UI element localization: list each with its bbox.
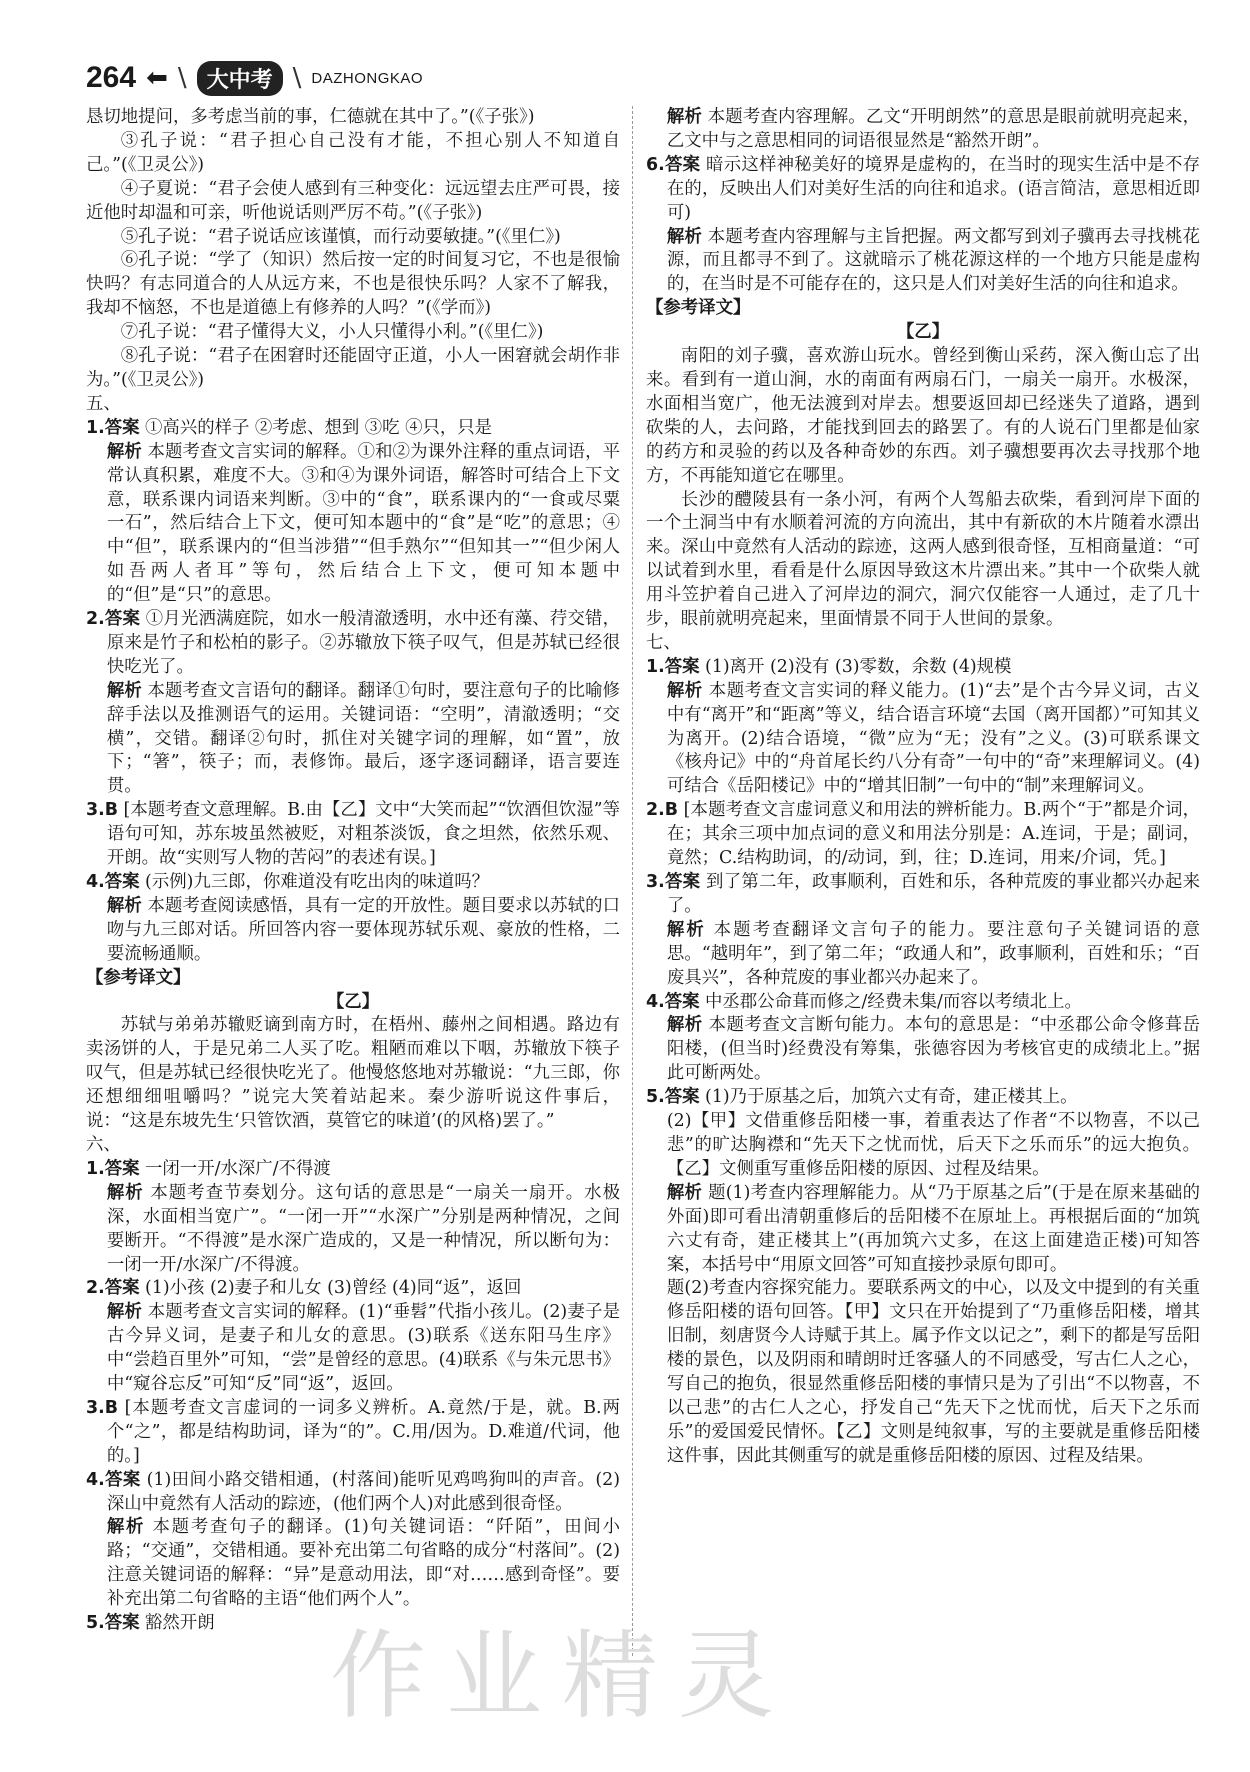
answer-label: 6.答案 — [646, 154, 701, 175]
paragraph — [86, 991, 620, 1015]
answer-label: 3.B — [86, 800, 118, 821]
paragraph-text: 长沙的醴陵县有一条小河，有两个人驾船去砍柴，看到河岸下面的一个土洞当中有水顺着河流的方向流出，其中有新砍的木片随着水漂出来。深山中竟然有人活动的踪迹，这两人感到很奇怪，互相商量道：“可以试着到水里，看看是什么原因导致这木片漂出来。”其中一个砍柴人就用斗笠护着自己进入了河岸边的洞穴，洞穴仅能容一人通过，走了几十步，眼前就明亮起来，里面情景不同于人世间的景象。 — [646, 489, 1200, 630]
paragraph — [86, 1469, 620, 1517]
answer-label: 5.答案 — [86, 1613, 140, 1634]
paragraph-text: 本题考查文言实词的解释。①和②为课外注释的重点词语，平常认真积累，难度不大。③和④为课外词语，解答时可结合上下文意，联系课内词语来判断。③中的“食”，联系课内的“一食或尽粟一石”，然后结合上下文，便可知本题中的“食”是“吃”的意思；④中“但”，联系课内的“但当涉猎”“但手熟尔”“但知其一”“但少闲人如吾两人者耳”等句，然后结合上下文，便可知本题中的“但”是“只”的意思。 — [106, 441, 620, 606]
answer-label: 4.答案 — [86, 872, 140, 892]
paragraph — [646, 489, 1200, 632]
paragraph-text: 六、 — [86, 1134, 121, 1155]
paragraph-text: 本题考查节奏划分。这句话的意思是“一扇关一扇开。水极深，水面相当宽广”。“一闭一开”“水深广”分别是两种情况，之间要断开。“不得渡”是水深广造成的，又是一种情况，所以断句为：一闭一开/水深广/不得渡。 — [106, 1182, 620, 1275]
paragraph — [86, 1277, 620, 1301]
paragraph-text: 本题考查文言实词的释义能力。(1)“去”是个古今异义词，古义中有“离开”和“距离”等义，结合语言环境“去国（离开国都）”可知其义为离开。(2)结合语境，“微”应为“无；没有”之义。(3)可联系课文《核舟记》中的“舟首尾长约八分有奇”一句中的“奇”来理解词义。(4)可结合《岳阳楼记》中的“增其旧制”一句中的“制”来理解词义。 — [666, 680, 1200, 797]
answer-label: 2.答案 — [86, 1278, 140, 1299]
left-arrow-icon: ⬅ — [146, 63, 168, 93]
slash-divider: \ — [292, 63, 302, 93]
answer-label: 1.答案 — [86, 1158, 140, 1179]
paragraph-text: 七、 — [646, 632, 681, 653]
paragraph-text: 五、 — [86, 393, 121, 414]
paragraph-text: (1)乃于原基之后，加筑六丈有奇，建正楼其上。 — [699, 1087, 1078, 1108]
paragraph — [86, 130, 620, 178]
answer-label: 解析 — [106, 680, 142, 701]
answer-label: 解析 — [666, 107, 703, 127]
paragraph-text: 豁然开朗 — [139, 1613, 215, 1634]
paragraph — [86, 441, 620, 608]
left-column — [86, 106, 620, 1636]
paragraph — [646, 106, 1200, 154]
paragraph — [86, 106, 620, 130]
paragraph-text: 本题考查句子的翻译。(1)句关键词语：“阡陌”，田间小路；“交通”，交错相通。要补充出第二句省略的成分“村落间”。(2)注意关键词语的解释：“异”是意动用法，即“对……感到奇怪”。要补充出第二句省略的主语“他们两个人”。 — [106, 1517, 620, 1610]
paragraph — [86, 1397, 620, 1469]
answer-label: 解析 — [666, 1015, 703, 1036]
paragraph — [86, 249, 620, 321]
paragraph-text: 本题考查翻译文言句子的能力。要注意句子关键词语的意思。“越明年”，到了第二年；“政通人和”，政事顺利，百姓和乐；“百废具兴”，各种荒废的事业都兴办起来了。 — [666, 919, 1200, 988]
paragraph — [86, 1134, 620, 1158]
answer-label: 解析 — [106, 895, 142, 916]
paragraph-text: (1)小孩 (2)妻子和儿女 (3)曾经 (4)同“返”，返回 — [139, 1278, 522, 1299]
paragraph-text: 题(2)考查内容探究能力。要联系两文的中心，以及文中提到的有关重修岳阳楼的语句回答。【甲】文只在开始提到了“乃重修岳阳楼，增其旧制，刻唐贤今人诗赋于其上。属予作文以记之”，剩下的都是写岳阳楼的景色，以及阴雨和晴朗时迁客骚人的不同感受，写古仁人之心，写自己的抱负，很显然重修岳阳楼的事情只是为了引出“不以物喜，不以己悲”的古仁人之心，抒发自己“先天下之忧而忧，后天下之乐而乐”的爱国爱民情怀。【乙】文则是纯叙事，写的主要就是重修岳阳楼这件事，因此其侧重写的就是重修岳阳楼的原因、过程及结果。 — [666, 1278, 1200, 1466]
paragraph — [86, 345, 620, 393]
paragraph-text: 本题考查文言实词的解释。(1)“垂髫”代指小孩儿。(2)妻子是古今异义词，是妻子和儿女的意思。(3)联系《送东阳马生序》中“尝趋百里外”可知，“尝”是曾经的意思。(4)联系《与朱元思书》中“窥谷忘反”可知“反”同“返”，返回。 — [106, 1302, 620, 1395]
paragraph — [646, 1277, 1200, 1468]
paragraph-text: 本题考查文言断句能力。本句的意思是：“中丞郡公命令修葺岳阳楼，(但当时)经费没有筹集，张德容因为考核官吏的成绩北上。”据此可断两处。 — [666, 1015, 1200, 1084]
right-column — [646, 106, 1200, 1469]
answer-label: 2.答案 — [86, 609, 141, 630]
paragraph-text: 【乙】 — [896, 322, 950, 343]
slash-divider: \ — [177, 63, 187, 93]
paragraph-text: ①高兴的样子 ②考虑、想到 ③吃 ④只，只是 — [139, 417, 493, 438]
paragraph-text: [本题考查文意理解。B.由【乙】文中“大笑而起”“饮酒但饮湿”等语句可知，苏东坡虽然被贬，对粗茶淡饭，食之坦然，依然乐观、开朗。故“实则写人物的苦闷”的表述有误。] — [106, 800, 620, 869]
answer-label: 解析 — [106, 1182, 144, 1203]
paragraph — [86, 967, 620, 991]
watermark: 作业精灵 — [330, 1620, 794, 1732]
answer-label: 3.B — [86, 1397, 118, 1418]
answer-label: 4.答案 — [646, 991, 700, 1012]
paragraph-text: (1)田间小路交错相通，(村落间)能听见鸡鸣狗叫的声音。(2)深山中竟然有人活动的踪迹，(他们两个人)对此感到很奇怪。 — [106, 1469, 620, 1514]
paragraph — [646, 632, 1200, 656]
paragraph-text: ④子夏说：“君子会使人感到有三种变化：远远望去庄严可畏，接近他时却温和可亲，听他说话则严厉不苟。”(《子张》) — [86, 178, 620, 223]
paragraph-text: [本题考查文言虚词的一词多义辨析。A.竟然/于是，就。B.两个“之”，都是结构助词，译为“的”。C.用/因为。D.难道/代词，他的。] — [106, 1397, 620, 1466]
paragraph — [646, 656, 1200, 680]
paragraph — [86, 1158, 620, 1182]
column-divider — [632, 106, 633, 1656]
paragraph — [86, 1301, 620, 1397]
brand-logo: 大中考 — [197, 61, 283, 96]
paragraph-text: 苏轼与弟弟苏辙贬谪到南方时，在梧州、藤州之间相遇。路边有卖汤饼的人，于是兄弟二人买了吃。粗陋而难以下咽，苏辙放下筷子叹气，但是苏轼已经很快吃光了。他慢悠悠地对苏辙说：“九三郎，你还想细细咀嚼吗？”说完大笑着站起来。秦少游听说这件事后，说：“这是东坡先生‘只管饮酒，莫管它的味道’(的风格)罢了。” — [86, 1015, 620, 1132]
paragraph — [86, 1516, 620, 1612]
paragraph — [86, 417, 620, 441]
answer-label: 解析 — [666, 226, 703, 247]
answer-label: 解析 — [666, 919, 706, 940]
paragraph-text: 【参考译文】 — [86, 967, 191, 988]
page-header — [86, 58, 423, 98]
paragraph-text: 本题考查阅读感悟，具有一定的开放性。题目要求以苏轼的口吻与九三郎对话。所回答内容一要体现苏轼乐观、豪放的性格，二要流畅通顺。 — [106, 895, 620, 964]
paragraph-text: 一闭一开/水深广/不得渡 — [139, 1158, 331, 1179]
paragraph — [646, 226, 1200, 298]
answer-label: 3.答案 — [646, 872, 701, 892]
paragraph — [646, 799, 1200, 871]
paragraph — [86, 1182, 620, 1278]
paragraph — [86, 393, 620, 417]
paragraph — [646, 1086, 1200, 1110]
paragraph-text: ⑥孔子说：“学了（知识）然后按一定的时间复习它，不也是很愉快吗？有志同道合的人从远方来，不也是很快乐吗？人家不了解我，我却不恼怒，不也是道德上有修养的人吗？”(《学而》) — [86, 250, 620, 319]
paragraph — [646, 919, 1200, 991]
answer-label: 解析 — [106, 1302, 143, 1323]
paragraph — [86, 226, 620, 250]
paragraph — [86, 608, 620, 680]
answer-label: 1.答案 — [86, 417, 140, 438]
paragraph-text: [本题考查文言虚词意义和用法的辨析能力。B.两个“于”都是介词，在；其余三项中加点词的意义和用法分别是：A.连词，于是；副词，竟然；C.结构助词，的/动词，到，往；D.连词，用来/介词，凭。] — [666, 800, 1200, 869]
paragraph-text: 南阳的刘子骥，喜欢游山玩水。曾经到衡山采药，深入衡山忘了出来。看到有一道山涧，水的南面有两扇石门，一扇关一扇开。水极深，水面相当宽广，他无法渡到对岸去。想要返回却已经迷失了道路，遇到砍柴的人，去问路，才能找到回去的路罢了。有的人说石门里都是仙家的药方和灵验的药以及各种奇妙的东西。刘子骥想要再次去寻找那个地方，不再能知道它在哪里。 — [646, 346, 1200, 486]
paragraph — [646, 321, 1200, 345]
paragraph-text: 中丞郡公命葺而修之/经费未集/而容以考绩北上。 — [699, 991, 1082, 1012]
paragraph — [646, 154, 1200, 226]
paragraph-text: 本题考查文言语句的翻译。翻译①句时，要注意句子的比喻修辞手法以及推测语气的运用。关键词语：“空明”，清澈透明；“交横”，交错。翻译②句时，抓住对关键字词的理解，如“置”，放下；“箸”，筷子；而，表修饰。最后，逐字逐词翻译，语言要连贯。 — [106, 680, 620, 797]
paragraph — [86, 871, 620, 895]
paragraph — [646, 297, 1200, 321]
paragraph — [646, 1182, 1200, 1278]
paragraph-text: (示例)九三郎，你难道没有吃出肉的味道吗？ — [139, 872, 490, 892]
paragraph — [86, 680, 620, 800]
answer-label: 解析 — [106, 441, 142, 462]
paragraph — [86, 895, 620, 967]
paragraph-text: ⑤孔子说：“君子说话应该谨慎，而行动要敏捷。”(《里仁》) — [120, 226, 561, 247]
paragraph-text: (2)【甲】文借重修岳阳楼一事，着重表达了作者“不以物喜，不以己悲”的旷达胸襟和“先天下之忧而忧，后天下之乐而乐”的远大抱负。【乙】文侧重写重修岳阳楼的原因、过程及结果。 — [666, 1111, 1200, 1179]
answer-label: 解析 — [106, 1517, 146, 1538]
page-number: 264 — [86, 61, 137, 94]
answer-label: 4.答案 — [86, 1469, 141, 1490]
paragraph-text: 恳切地提问，多考虑当前的事，仁德就在其中了。”(《子张》) — [86, 107, 535, 127]
paragraph-text: ⑧孔子说：“君子在困窘时还能固守正道，小人一困窘就会胡作非为。”(《卫灵公》) — [86, 346, 620, 390]
answer-label: 1.答案 — [646, 656, 700, 677]
paragraph — [86, 1014, 620, 1134]
paragraph — [646, 871, 1200, 919]
paragraph-text: 暗示这样神秘美好的境界是虚构的，在当时的现实生活中是不存在的，反映出人们对美好生活的向往和追求。(语言简洁，意思相近即可) — [666, 154, 1200, 223]
paragraph-text: ③孔子说：“君子担心自己没有才能，不担心别人不知道自己。”(《卫灵公》) — [86, 130, 620, 175]
paragraph-text: 题(1)考查内容理解能力。从“乃于原基之后”(于是在原来基础的外面)即可看出清朝重修后的岳阳楼不在原址上。再根据后面的“加筑六丈有奇，建正楼其上”(再加筑六丈多，在这上面建造正楼)可知答案，本括号中“用原文回答”可知直接抄录原句即可。 — [666, 1182, 1200, 1275]
paragraph — [86, 321, 620, 345]
paragraph-text: (1)离开 (2)没有 (3)零数，余数 (4)规模 — [699, 656, 1012, 677]
paragraph-text: 【参考译文】 — [646, 298, 751, 319]
answer-label: 5.答案 — [646, 1087, 700, 1108]
paragraph — [86, 799, 620, 871]
paragraph-text: ⑦孔子说：“君子懂得大义，小人只懂得小利。”(《里仁》) — [120, 322, 544, 343]
answer-label: 解析 — [666, 680, 703, 701]
paragraph-text: 本题考查内容理解与主旨把握。两文都写到刘子骥再去寻找桃花源，而且都寻不到了。这就暗示了桃花源这样的一个地方只能是虚构的，在当时是不可能存在的，这只是人们对美好生活的向往和追求。 — [666, 226, 1200, 295]
answer-label: 解析 — [666, 1182, 703, 1203]
paragraph — [646, 991, 1200, 1015]
paragraph — [646, 680, 1200, 800]
paragraph — [646, 1110, 1200, 1182]
brand-name: DAZHONGKAO — [311, 69, 424, 87]
paragraph-text: 【乙】 — [326, 991, 380, 1012]
answer-label: 2.B — [646, 800, 678, 821]
paragraph-text: 到了第二年，政事顺利，百姓和乐，各种荒废的事业都兴办起来了。 — [666, 872, 1200, 916]
paragraph — [646, 345, 1200, 488]
paragraph-text: 本题考查内容理解。乙文“开明朗然”的意思是眼前就明亮起来，乙文中与之意思相同的词语很显然是“豁然开朗”。 — [666, 107, 1200, 151]
paragraph — [646, 1014, 1200, 1086]
paragraph — [86, 178, 620, 226]
paragraph-text: ①月光洒满庭院，如水一般清澈透明，水中还有藻、荇交错，原来是竹子和松柏的影子。②苏辙放下筷子叹气，但是苏轼已经很快吃光了。 — [106, 609, 620, 677]
